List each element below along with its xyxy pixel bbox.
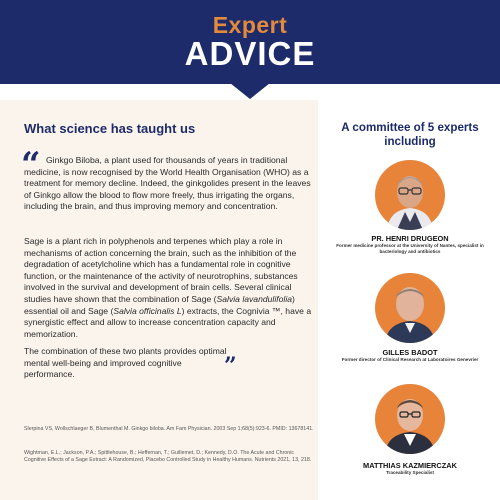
header-pointer xyxy=(230,83,270,99)
paragraph-ginkgo: Ginkgo Biloba, a plant used for thousands of years in traditional medicine, is now recognised by the World Health Organisation (WHO) as a treatment for memory decline. Indeed, the ginkgolides present in the leaves of Ginkgo allow the blood to flow more freely, thus irrigating the organs, including the brain, and thus improving memory and concentration. xyxy=(24,155,311,212)
expert-role: Traceability Specialist xyxy=(385,470,434,475)
expert-role: Former director of Clinical Research at Laboratoires Genevrier xyxy=(341,357,479,362)
committee-title: A committee of 5 experts including xyxy=(341,121,479,148)
expert-photo-drugeon xyxy=(375,160,445,230)
paragraph-sage: Sage is a plant rich in polyphenols and terpenes which play a role in mechanisms of action concerning the brain, such as the inhibition of the degradation of acetylcholine which has a fundamental role in cognitive function, or the maintenance of the activity of neurotrophins, substances involved in the survival and development of brain cells. Several clinical studies have shown that the combination of Sage (Salvia lavandulifolia) essential oil and Sage (Salvia officinalis L) extracts, the Cognivia ™, have a synergistic effect and allow to increase concentration capacity and memorization. xyxy=(24,236,312,339)
expert-name: GILLES BADOT xyxy=(382,348,438,357)
expert-photo-kazmierczak xyxy=(375,384,445,454)
close-quote-icon: ” xyxy=(224,353,237,379)
paragraph-combination: The combination of these two plants provides optimal mental well-being and improved cognitive performance. xyxy=(24,346,227,380)
expert-role: Former medicine professor at the University of Nantes, specialist in bacteriology and antibiotics xyxy=(336,243,484,255)
expert-photo-badot xyxy=(375,273,445,343)
header-title-advice: ADVICE xyxy=(184,35,316,72)
expert-name: MATTHIAS KAZMIERCZAK xyxy=(363,461,457,470)
header-banner xyxy=(0,0,500,84)
expert-name: PR. HENRI DRUGEON xyxy=(371,234,449,243)
reference-1: Slerpina VS, Wollschlaeger B, Blumenthal M. Ginkgo biloba. Am Fam Physician. 2003 Sep 1;68(5):923-6. PMID: 13678141. xyxy=(24,426,314,432)
science-title: What science has taught us xyxy=(24,121,196,136)
open-quote-icon: “ xyxy=(21,145,41,185)
reference-2: Wightman, E.L.; Jackson, P.A.; Spittlehouse, B.; Heffernan, T.; Guillemet, D.; Kennedy, D.O. The Acute and Chronic Cognitive Effects of a Sage Extract: A Randomized, Placebo Controlled Study in Healthy Humans. Nutrients 2021, 13, 218. xyxy=(24,450,312,464)
header-title-expert: Expert xyxy=(212,12,288,38)
